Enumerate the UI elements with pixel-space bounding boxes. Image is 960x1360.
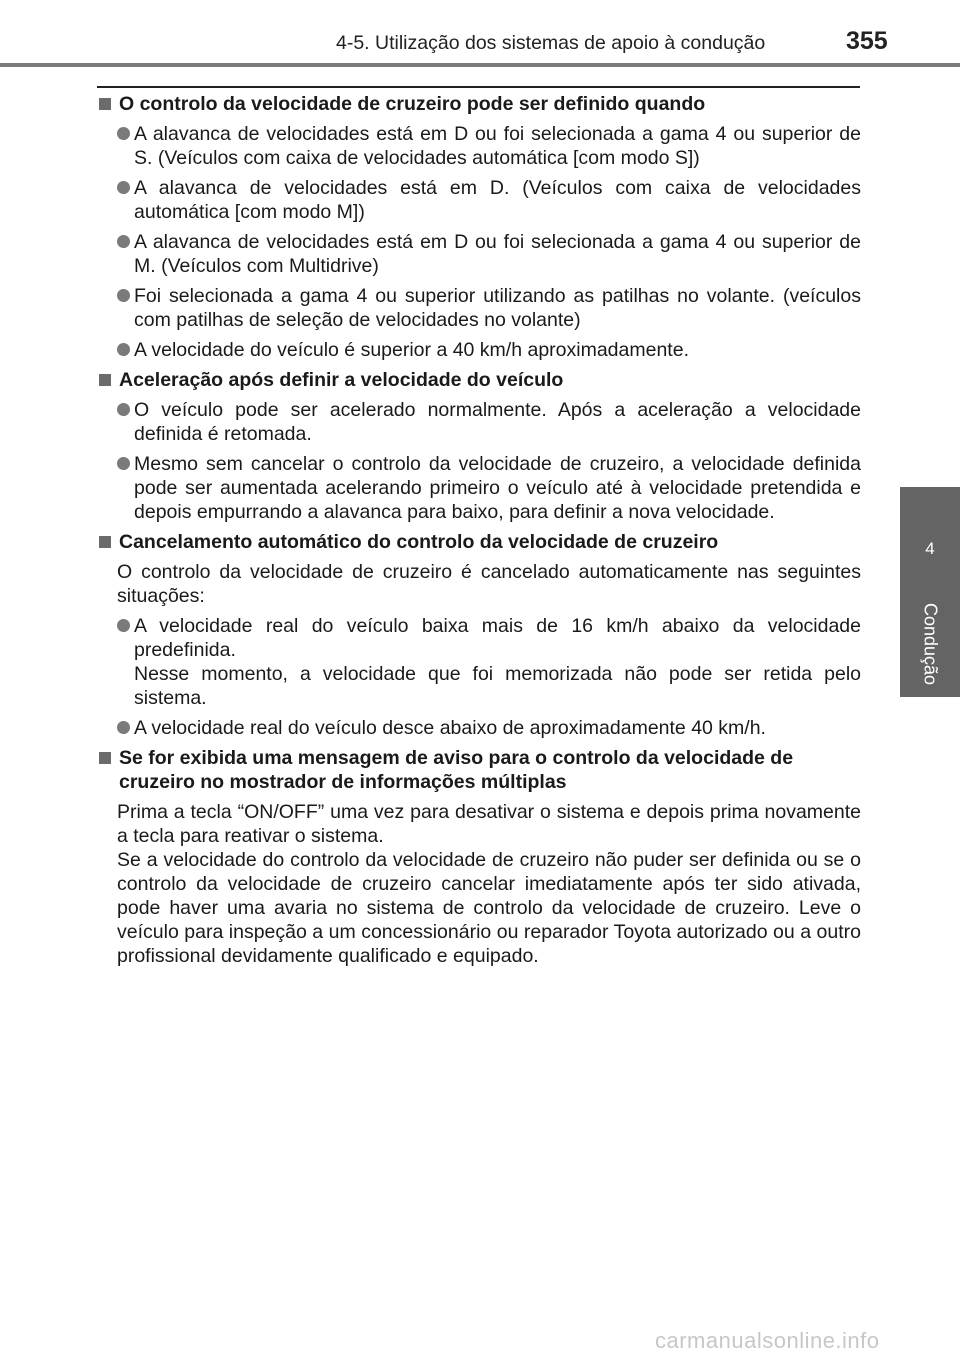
round-bullet-icon [117,403,130,416]
paragraph: Prima a tecla “ON/OFF” uma vez para desativar o sistema e depois prima novamente a tecla para reativar o sistema. [117,801,861,847]
section-heading: O controlo da velocidade de cruzeiro pode ser definido quando [97,92,861,116]
list-item: Foi selecionada a gama 4 ou superior utilizando as patilhas no volante. (veículos com patilhas de seleção de velocidades no volante) [97,284,861,332]
paragraph: Se a velocidade do controlo da velocidade de cruzeiro não puder ser definida ou se o controlo da velocidade de cruzeiro cancelar imediatamente após ter sido ativada, pode haver uma avaria no sistema de controlo da velocidade de cruzeiro. Leve o veículo para inspeção a um concessionário ou reparador Toyota autorizado ou a outro profissional devidamente qualificado e equipado. [117,849,861,967]
section-heading: Cancelamento automático do controlo da velocidade de cruzeiro [97,530,861,554]
section-title: 4-5. Utilização dos sistemas de apoio à condução [336,32,766,54]
round-bullet-icon [117,619,130,632]
round-bullet-icon [117,289,130,302]
list-item: A alavanca de velocidades está em D. (Veículos com caixa de velocidades automática [com modo M]) [97,176,861,224]
square-bullet-icon [99,98,111,110]
round-bullet-icon [117,343,130,356]
list-item: Mesmo sem cancelar o controlo da velocidade de cruzeiro, a velocidade definida pode ser aumentada acelerando primeiro o veículo até à velocidade pretendida e depois empurrando a alavanca para baixo, para definir a nova velocidade. [97,452,861,524]
chapter-number: 4 [925,539,935,558]
section-intro: O controlo da velocidade de cruzeiro é cancelado automaticamente nas seguintes situações: [117,561,861,607]
content-top-divider [97,86,860,88]
list-item: A velocidade real do veículo baixa mais de 16 km/h abaixo da velocidade predefinida. Nesse momento, a velocidade que foi memorizada não pode ser retida pelo sistema. [97,614,861,710]
page-number: 355 [846,27,888,55]
round-bullet-icon [117,181,130,194]
chapter-label: Condução [920,602,941,686]
list-item: A alavanca de velocidades está em D ou foi selecionada a gama 4 ou superior de S. (Veículos com caixa de velocidades automática [com modo S]) [97,122,861,170]
section-heading: Se for exibida uma mensagem de aviso para o controlo da velocidade de cruzeiro no mostrador de informações múltiplas [97,746,861,794]
chapter-side-tab [900,487,960,697]
round-bullet-icon [117,457,130,470]
watermark: carmanualsonline.info [655,1328,880,1353]
round-bullet-icon [117,235,130,248]
header-divider [0,63,960,67]
round-bullet-icon [117,721,130,734]
square-bullet-icon [99,536,111,548]
square-bullet-icon [99,374,111,386]
list-item: A alavanca de velocidades está em D ou foi selecionada a gama 4 ou superior de M. (Veículos com Multidrive) [97,230,861,278]
bullet-note: Nesse momento, a velocidade que foi memorizada não pode ser retida pelo sistema. [134,663,861,709]
round-bullet-icon [117,127,130,140]
list-item: O veículo pode ser acelerado normalmente. Após a aceleração a velocidade definida é retomada. [97,398,861,446]
page-header [0,0,960,64]
square-bullet-icon [99,752,111,764]
list-item: A velocidade real do veículo desce abaixo de aproximadamente 40 km/h. [97,716,861,740]
list-item: A velocidade do veículo é superior a 40 km/h aproximadamente. [97,338,861,362]
section-heading: Aceleração após definir a velocidade do veículo [97,368,861,392]
page-content [97,92,861,974]
